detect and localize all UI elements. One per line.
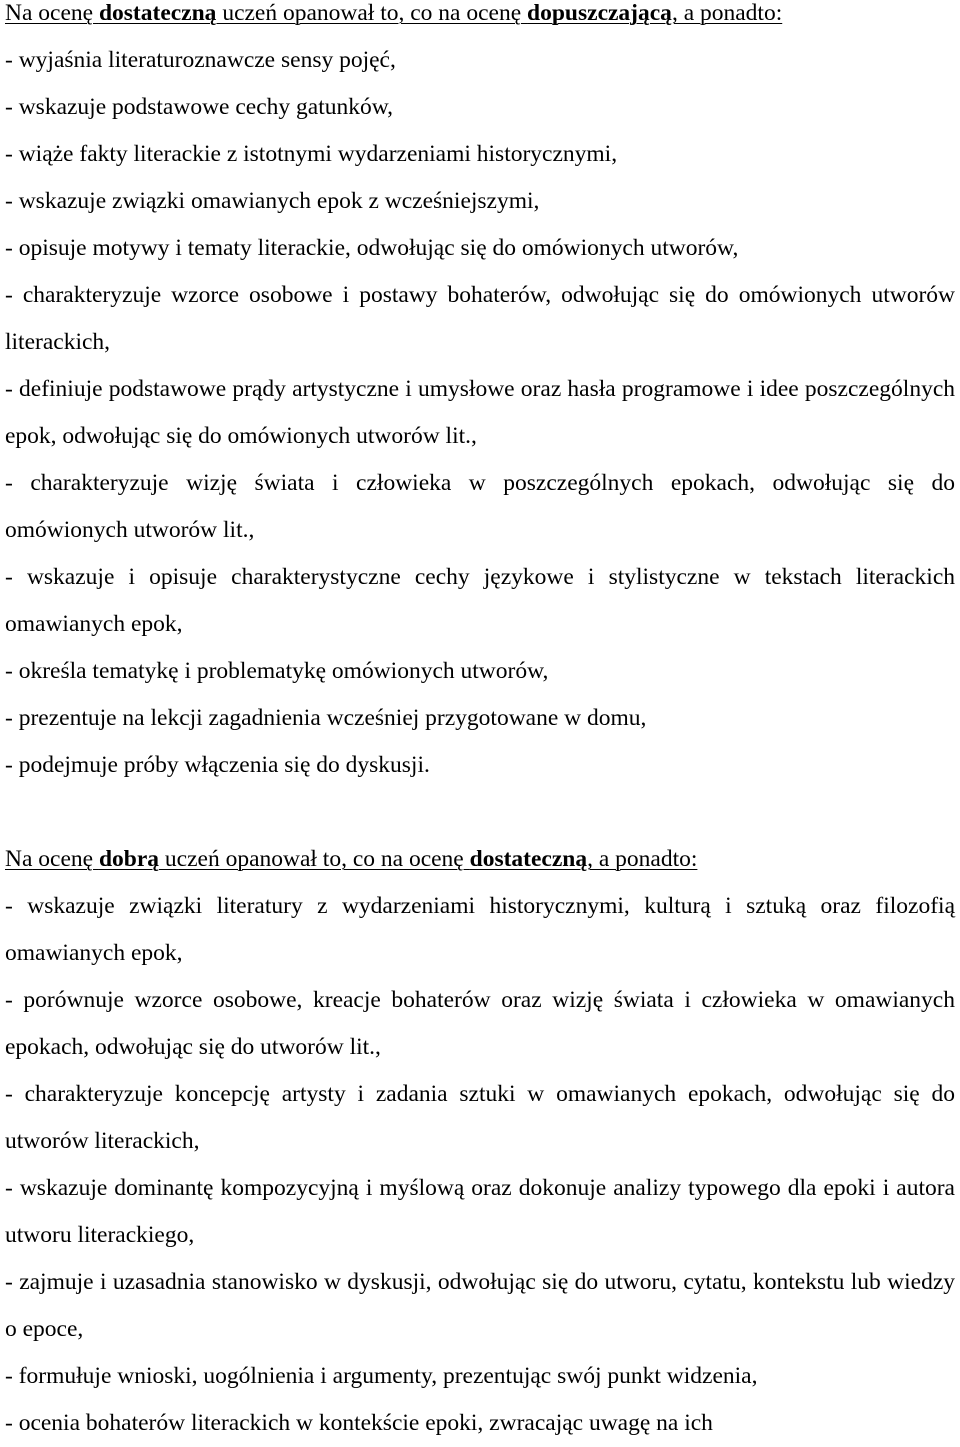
list-item: - definiuje podstawowe prądy artystyczne i umysłowe oraz hasła programowe i idee poszczególnych epok, odwołując się do omówionych utworów lit., [5,376,955,449]
list-item: - podejmuje próby włączenia się do dyskusji. [5,752,430,778]
list-item: - wskazuje podstawowe cechy gatunków, [5,94,394,120]
previous-grade-name: dostateczną [469,846,588,872]
requirements-list [5,37,955,789]
list-item: - formułuje wnioski, uogólnienia i argumenty, prezentując swój punkt widzenia, [5,1363,758,1389]
list-item: - wskazuje i opisuje charakterystyczne cechy językowe i stylistyczne w tekstach literackich omawianych epok, [5,564,955,637]
previous-grade-name: dopuszczającą [527,0,672,26]
list-item: - wskazuje związki omawianych epok z wcześniejszymi, [5,188,540,214]
heading-text: , a ponadto: [671,0,783,26]
heading-text: , a ponadto: [587,846,698,872]
requirements-list [5,883,955,1447]
heading-text: Na ocenę [5,846,99,872]
list-item: - opisuje motywy i tematy literackie, odwołując się do omówionych utworów, [5,235,739,261]
list-item: - ocenia bohaterów literackich w kontekście epoki, zwracając uwagę na ich [5,1410,713,1436]
heading-text: uczeń opanował to, co na ocenę [216,0,528,26]
list-item: - wiąże fakty literackie z istotnymi wydarzeniami historycznymi, [5,141,618,167]
list-item: - określa tematykę i problematykę omówionych utworów, [5,658,549,684]
list-item: - porównuje wzorce osobowe, kreacje bohaterów oraz wizję świata i człowieka w omawianych epokach, odwołując się do utworów lit., [5,987,955,1060]
section-heading [5,836,955,883]
list-item: - prezentuje na lekcji zagadnienia wcześniej przygotowane w domu, [5,705,647,731]
list-item: - wskazuje związki literatury z wydarzeniami historycznymi, kulturą i sztuką oraz filozofią omawianych epok, [5,893,955,966]
grade-name: dostateczną [98,0,217,26]
heading-text: uczeń opanował to, co na ocenę [159,846,470,872]
list-item: - zajmuje i uzasadnia stanowisko w dyskusji, odwołując się do utworu, cytatu, kontekstu lub wiedzy o epoce, [5,1269,955,1342]
list-item: - charakteryzuje wizję świata i człowieka w poszczególnych epokach, odwołując się do omówionych utworów lit., [5,470,955,543]
grade-section-dobra [5,836,955,1447]
list-item: - wskazuje dominantę kompozycyjną i myślową oraz dokonuje analizy typowego dla epoki i autora utworu literackiego, [5,1175,955,1248]
document-page [5,0,955,1447]
list-item: - wyjaśnia literaturoznawcze sensy pojęć, [5,47,396,73]
grade-name: dobrą [98,846,160,872]
list-item: - charakteryzuje wzorce osobowe i postawy bohaterów, odwołując się do omówionych utworów literackich, [5,282,955,355]
section-heading [5,0,955,37]
heading-text: Na ocenę [5,0,99,26]
list-item: - charakteryzuje koncepcję artysty i zadania sztuki w omawianych epokach, odwołując się do utworów literackich, [5,1081,955,1154]
grade-section-dostateczna [5,0,955,789]
